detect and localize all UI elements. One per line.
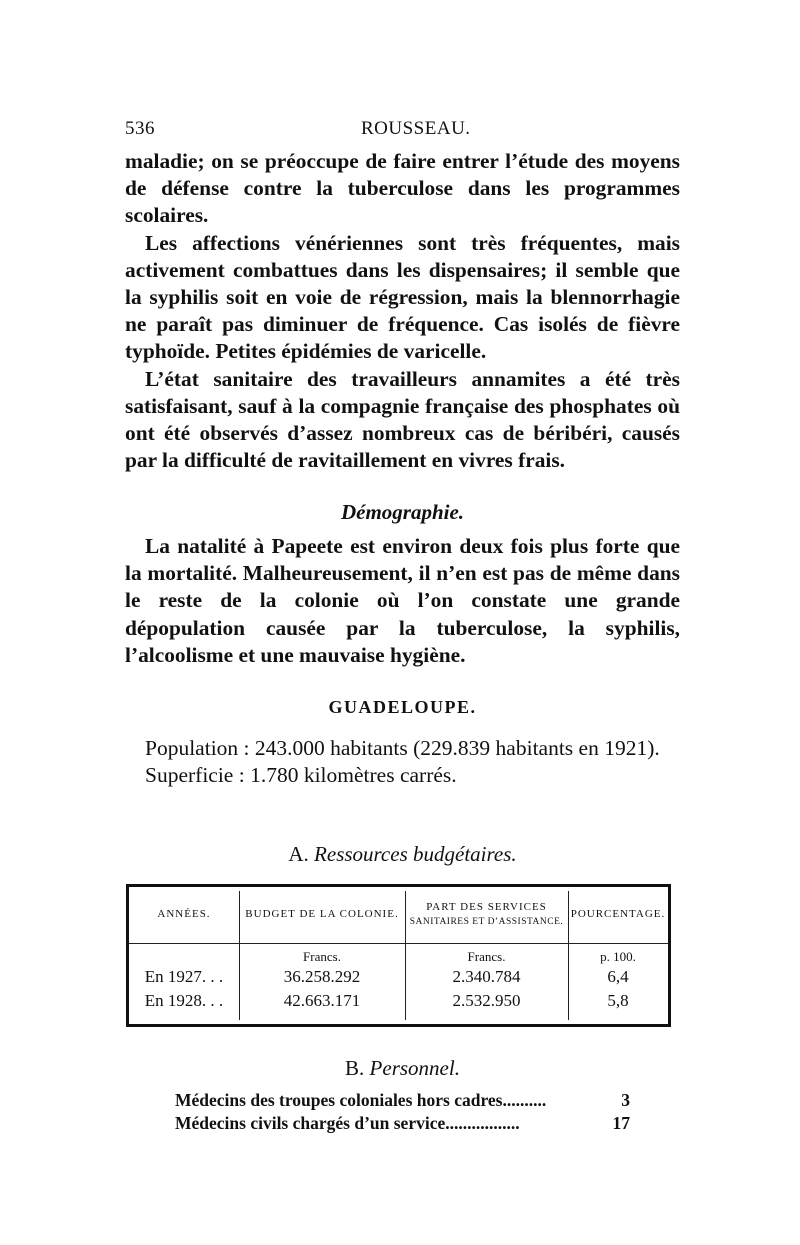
colony-title: GUADELOUPE. — [328, 697, 477, 717]
row-1928-part: 2.532.950 — [452, 991, 521, 1010]
demography-text — [125, 533, 680, 669]
paragraph-continuation: maladie; on se préoccupe de faire entrer l’étude des moyens de défense contre la tuberculose dans les programmes scolaires. — [125, 149, 680, 228]
column-header-budget: BUDGET DE LA COLONIE. — [245, 908, 399, 920]
list-item — [175, 1113, 630, 1136]
column-header-part: PART DES SERVICES — [426, 901, 547, 913]
resources-label: Ressources budgétaires. — [314, 842, 517, 866]
main-text — [125, 148, 680, 474]
unit-percentage: p. 100. — [600, 949, 636, 964]
row-1927-year: En 1927. . . — [144, 967, 224, 986]
personnel-title — [125, 1056, 680, 1081]
personnel-item-count: 17 — [612, 1113, 630, 1133]
row-1927-part: 2.340.784 — [452, 967, 521, 986]
row-1928-percentage: 5,8 — [607, 991, 629, 1010]
personnel-item-label: Médecins civils chargés d’un service................. — [175, 1113, 520, 1133]
row-1928-budget: 42.663.171 — [283, 991, 361, 1010]
paragraph-workers: L’état sanitaire des travailleurs annamites a été très satisfaisant, sauf à la compagnie française des phosphates où ont été observés d’assez nombreux cas de béribéri, causés par la difficulté de ravitaillement en vivres frais. — [125, 366, 680, 473]
population-line: Population : 243.000 habitants (229.839 habitants en 1921). — [145, 736, 660, 760]
paragraph-demography: La natalité à Papeete est environ deux fois plus forte que la mortalité. Malheureusement, il n’en est pas de même dans le reste de la colonie où l’on constate une grande dépopulation causée par la tuberculose, la syphilis, l’alcoolisme et une mauvaise hygiène. — [125, 534, 680, 667]
column-header-part-line2: SANITAIRES ET D’ASSISTANCE. — [409, 917, 564, 927]
paragraph-venereal: Les affections vénériennes sont très fréquentes, mais activement combattues dans les dispensaires; il semble que la syphilis soit en voie de régression, mais la blennorrhagie ne paraît pas diminuer de fréquence. Cas isolés de fièvre typhoïde. Petites épidémies de varicelle. — [125, 230, 680, 364]
page-number: 536 — [125, 118, 155, 139]
budget-table — [126, 884, 671, 1027]
column-header-years: ANNÉES. — [157, 908, 211, 920]
header-divider — [129, 943, 668, 944]
list-item — [175, 1090, 630, 1113]
unit-budget: Francs. — [303, 949, 341, 964]
colony-stats — [125, 735, 680, 789]
personnel-letter: B. — [345, 1056, 365, 1080]
resources-letter: A. — [288, 842, 309, 866]
page-header — [125, 118, 670, 148]
personnel-list — [175, 1090, 630, 1136]
column-header-percentage: POURCENTAGE. — [570, 908, 666, 920]
demography-title: Démographie. — [340, 500, 465, 524]
row-1927-percentage: 6,4 — [607, 967, 629, 986]
row-1927-budget: 36.258.292 — [283, 967, 361, 986]
personnel-item-label: Médecins des troupes coloniales hors cadres.......... — [175, 1090, 547, 1110]
running-title: ROUSSEAU. — [361, 118, 471, 139]
area-line: Superficie : 1.780 kilomètres carrés. — [145, 763, 457, 787]
resources-title — [125, 842, 680, 867]
personnel-label: Personnel. — [369, 1056, 460, 1080]
row-1928-year: En 1928. . . — [144, 991, 224, 1010]
personnel-item-count: 3 — [621, 1090, 630, 1110]
unit-part: Francs. — [467, 949, 506, 964]
